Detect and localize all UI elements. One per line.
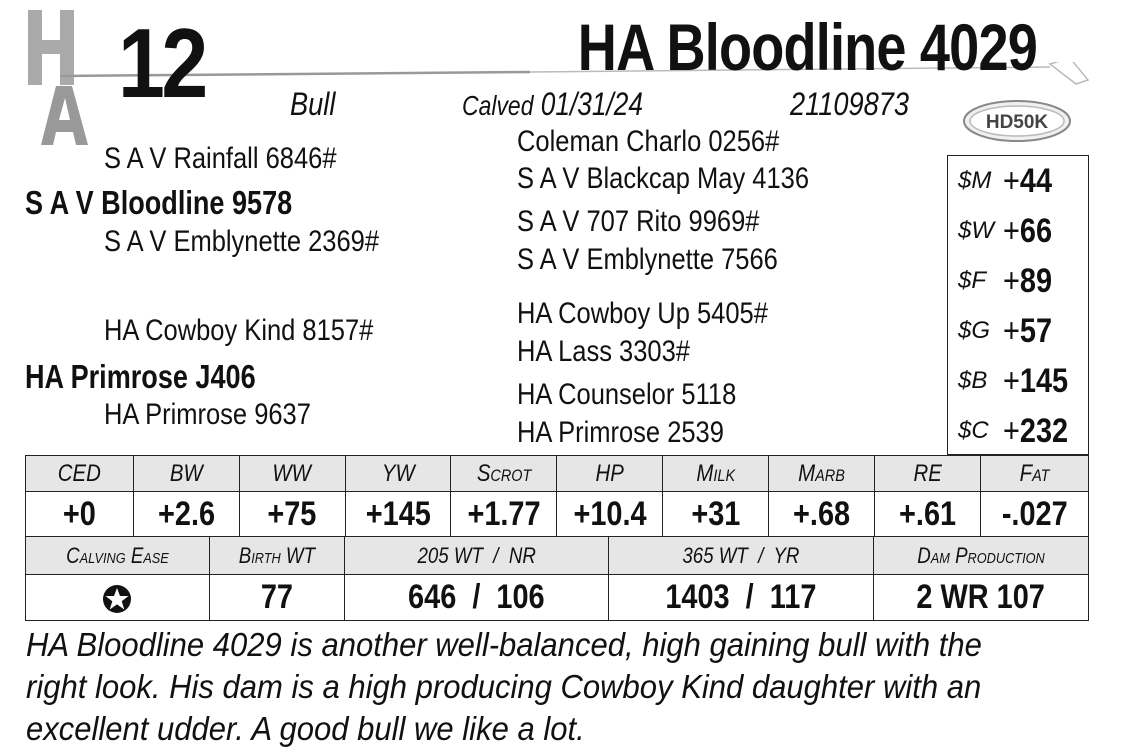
- epd-header-scrot: Scrot: [451, 456, 557, 492]
- registration-number: 21109873: [790, 86, 909, 122]
- epd-value-milk: +31: [663, 492, 769, 537]
- epd-header-row: [26, 456, 1089, 492]
- star-circle-icon: [101, 583, 133, 615]
- badge-text: HD50K: [985, 112, 1049, 133]
- sire-dam-dam: S A V Emblynette 7566: [517, 243, 778, 276]
- epd-value-marb: +.68: [769, 492, 875, 537]
- perf-value-birth-wt: 77: [209, 575, 344, 621]
- dam-dam-dam: HA Primrose 2539: [517, 416, 724, 449]
- perf-value-dam-production: 2 WR 107: [874, 575, 1089, 621]
- dollar-label: $W: [958, 217, 994, 244]
- sire-sire-sire: Coleman Charlo 0256#: [517, 125, 780, 158]
- dollar-label: $C: [958, 417, 989, 444]
- sire-sire: S A V Rainfall 6846#: [104, 142, 337, 175]
- dam-sire: HA Cowboy Kind 8157#: [104, 314, 374, 347]
- epd-header-fat: Fat: [981, 456, 1089, 492]
- perf-header-365-wt: 365 WT / YR: [609, 537, 874, 575]
- epd-header-milk: Milk: [663, 456, 769, 492]
- dollar-row-f: [948, 256, 1088, 306]
- perf-value-365-wt: 1403 / 117: [609, 575, 874, 621]
- dollar-label: $M: [958, 167, 992, 194]
- epd-header-bw: BW: [133, 456, 239, 492]
- dollar-row-m: [948, 156, 1088, 206]
- description-text: HA Bloodline 4029 is another well-balanced, high gaining bull with the right look. His dam is a high producing Cowboy Kind daughter with an excellent udder. A good bull we like a lot.: [26, 626, 982, 747]
- sire-dam-sire: S A V 707 Rito 9969#: [517, 205, 760, 238]
- dollar-values-box: [947, 155, 1089, 455]
- dollar-value: +44: [1003, 161, 1053, 200]
- calved-date-value: 01/31/24: [540, 86, 643, 122]
- performance-header-row: [26, 537, 1089, 575]
- dam-dam-sire: HA Counselor 5118: [517, 378, 737, 411]
- perf-header-calving-ease: Calving Ease: [26, 537, 210, 575]
- epd-header-hp: HP: [557, 456, 663, 492]
- dollar-value: +66: [1003, 211, 1053, 250]
- epd-value-bw: +2.6: [133, 492, 239, 537]
- dam-name: HA Primrose J406: [25, 358, 256, 395]
- perf-value-calving-ease: [26, 575, 210, 621]
- dollar-value: +57: [1003, 311, 1053, 350]
- epd-value-row: [26, 492, 1089, 537]
- dollar-value: +89: [1003, 261, 1053, 300]
- dollar-value: +145: [1003, 361, 1069, 400]
- calved-date: [462, 86, 643, 123]
- dam-dam: HA Primrose 9637: [104, 398, 311, 431]
- epd-value-fat: -.027: [981, 492, 1089, 537]
- calved-label: Calved: [462, 90, 534, 121]
- dollar-row-g: [948, 306, 1088, 356]
- epd-value-ced: +0: [26, 492, 134, 537]
- perf-header-birth-wt: Birth WT: [209, 537, 344, 575]
- performance-value-row: [26, 575, 1089, 621]
- perf-header-dam-production: Dam Production: [874, 537, 1089, 575]
- sire-sire-dam: S A V Blackcap May 4136: [517, 162, 810, 195]
- epd-value-hp: +10.4: [557, 492, 663, 537]
- epd-value-yw: +145: [345, 492, 451, 537]
- dam-sire-sire: HA Cowboy Up 5405#: [517, 297, 768, 330]
- animal-sex: Bull: [290, 86, 336, 122]
- dam-sire-dam: HA Lass 3303#: [517, 335, 690, 368]
- epd-value-ww: +75: [239, 492, 345, 537]
- animal-name: HA Bloodline 4029: [577, 10, 1037, 84]
- dollar-label: $F: [958, 267, 987, 294]
- dollar-value: +232: [1003, 411, 1069, 450]
- epd-header-marb: Marb: [769, 456, 875, 492]
- epd-header-ww: WW: [239, 456, 345, 492]
- hd50k-badge: [962, 99, 1072, 143]
- performance-table: [25, 536, 1089, 621]
- epd-header-re: RE: [875, 456, 981, 492]
- perf-value-205-wt: 646 / 106: [344, 575, 609, 621]
- dollar-row-w: [948, 206, 1088, 256]
- dollar-row-b: [948, 356, 1088, 406]
- dollar-label: $G: [958, 317, 991, 344]
- dollar-row-c: [948, 406, 1088, 456]
- sire-dam: S A V Emblynette 2369#: [104, 225, 380, 258]
- perf-header-205-wt: 205 WT / NR: [344, 537, 609, 575]
- epd-table: [25, 455, 1089, 537]
- epd-value-scrot: +1.77: [451, 492, 557, 537]
- epd-header-ced: CED: [26, 456, 134, 492]
- sire-name: S A V Bloodline 9578: [25, 184, 293, 221]
- epd-value-re: +.61: [875, 492, 981, 537]
- epd-header-yw: YW: [345, 456, 451, 492]
- dollar-label: $B: [958, 367, 988, 394]
- lot-number: 12: [118, 8, 205, 118]
